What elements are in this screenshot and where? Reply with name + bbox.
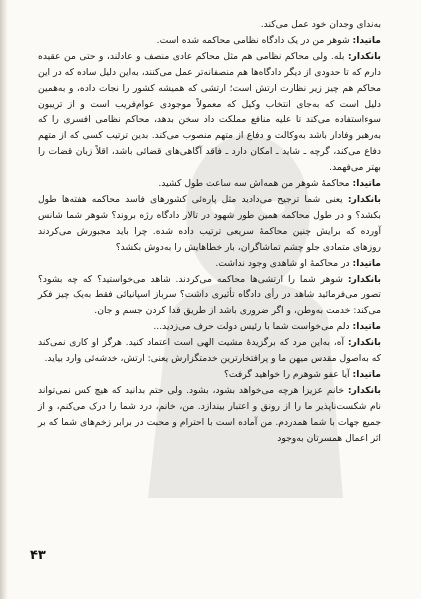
paragraph-text: آه، به‌این مرد که برگزیدهٔ مشیت الهی است اعتماد کنید. هرگز او کاری نمی‌کند که به‌اصول مقدس میهن ما و پرافتخارترین خدمتگزارش یعنی: ارتش، خدشه‌ئی وارد بیاید. (38, 337, 381, 365)
speaker-label: ماتیدا: (352, 368, 381, 380)
paragraph-9 (38, 367, 381, 383)
paragraph-7 (38, 319, 381, 335)
speaker-label: بانکدار: (347, 273, 381, 285)
speaker-label: ماتیدا: (352, 178, 381, 190)
paragraph-text: خانم عزیزا هرچه می‌خواهد بشود، بشود. ولی حتم بدانید که هیچ کس نمی‌تواند نام شکست‌ناپذیر ما را از رونق و اعتبار بیندازد. من، خانم، درد شما را درک می‌کنم، و از جمیع جهات با شما همدردم. من آماده است با احترام و محبت در برابر زخم‌های شما که بر اثر اعمال همسرتان به‌وجود (38, 384, 381, 444)
paragraph-text: بله. ولی محاکم نظامی هم مثل محاکم عادی منصف و عادلند، و حتی من عقیده دارم که تا حدودی از دیگر دادگاه‌ها هم منصفانه‌تر عمل می‌کنند، به‌این دلیل ساده که در این محاکم هم چیز زیر نظارت ارتش است؛ ارتشی که همیشه کشور را نجات داده، و به‌همین دلیل است که به‌جای انتخاب وکیل که معمولاً موجودی عوام‌فریب است و از تریبون سوءاستفاده می‌کند تا علیه منافع مملکت داد سخن بدهد، محاکم نظامی افسری را که به‌رهبر وفادار باشد به‌وکالت و دفاع از متهم منصوب می‌کند. بدین ترتیب کسی که از متهم دفاع می‌کند، گرچه ـ شاید ـ امکان دارد ـ فاقد آگاهی‌های قضائی باشد، اقلاً زبان قضات را بهتر می‌فهمد. (38, 50, 381, 174)
paragraph-text: آیا عفو شوهرم را خواهید گرفت؟ (224, 368, 350, 380)
paragraph-0 (38, 17, 381, 33)
page-number: ۴۳ (30, 548, 46, 563)
paragraph-text: شوهر شما را ارتشی‌ها محاکمه می‌کردند. شاهد می‌خواستید؟ که چه بشود؟ تصور می‌فرمائید شاهد در رأی دادگاه تأثیری داشت؟ سرباز اسپانیائی فقط به‌یک چیز فکر می‌کند: خدمت به‌وطن، و اگر ضروری باشد از طریق فدا کردن جسم و جان. (38, 273, 381, 317)
speaker-label: ماتیدا: (352, 257, 381, 269)
paragraph-2 (38, 49, 381, 176)
paragraph-text: محاکمهٔ شوهر من همه‌اش سه ساعت طول کشید. (158, 178, 350, 190)
paragraph-text: در محاکمهٔ او شاهدی وجود نداشت. (215, 257, 350, 269)
speaker-label: ماتیدا: (352, 321, 381, 333)
paragraph-1 (38, 33, 381, 49)
dialogue-text (38, 17, 381, 446)
paragraph-text: به‌ندای وجدان خود عمل می‌کند. (260, 19, 381, 30)
paragraph-3 (38, 176, 381, 192)
paragraph-text: شوهر من در یک دادگاه نظامی محاکمه شده است. (156, 34, 350, 46)
paragraph-10 (38, 383, 381, 447)
paragraph-text: دلم می‌خواست شما با رئیس دولت حرف می‌زدید... (153, 321, 350, 333)
speaker-label: بانکدار: (347, 50, 381, 62)
paragraph-text: یعنی شما ترجیح می‌دادید مثل پاره‌ئی کشورهای فاسد محاکمه هفته‌ها طول بکشد؟ و در طول محاکمه همین طور شهود در تالار دادگاه رژه بروند؟ شوهر شما شانس آورده که برایش چنین محاکمهٔ سریعی ترتیب داده شده. چرا باید مجبورش می‌کردند روزهای متمادی جلو چشم تماشاگران، بار خطاهایش را به‌دوش بکشد؟ (38, 193, 381, 253)
speaker-label: بانکدار: (347, 193, 381, 205)
paragraph-6 (38, 272, 381, 320)
paragraph-8 (38, 335, 381, 367)
paragraph-5 (38, 256, 381, 272)
speaker-label: بانکدار: (347, 337, 381, 349)
speaker-label: بانکدار: (347, 384, 381, 396)
paragraph-4 (38, 192, 381, 256)
page-gutter-shadow (0, 0, 8, 599)
speaker-label: ماتیدا: (352, 34, 381, 46)
